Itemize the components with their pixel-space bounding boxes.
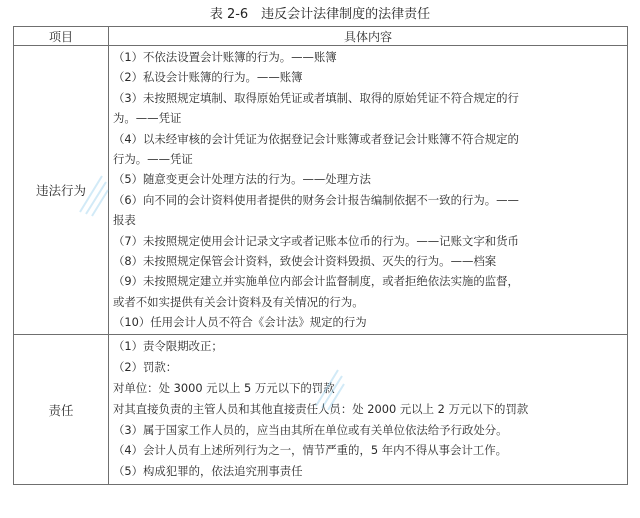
row-label-liability: 责任 [14,335,109,485]
row-content-liability [109,335,628,485]
liability-line: （4）会计人员有上述所列行为之一，情节严重的，5 年内不得从事会计工作。 [113,443,508,458]
liability-line: （1）责令限期改正； [113,339,223,354]
violation-line: 报表 [113,213,136,228]
violation-line: （1）不依法设置会计账簿的行为。——账簿 [113,50,337,64]
header-item: 项目 [14,27,109,46]
liability-line: （3）属于国家工作人员的，应当由其所在单位或有关单位依法给予行政处分。 [113,422,508,437]
violation-line: （8）未按照规定保管会计资料，致使会计资料毁损、灭失的行为。——档案 [113,253,497,268]
violation-line: （6）向不同的会计资料使用者提供的财务会计报告编制依据不一致的行为。—— [113,192,519,207]
liability-line: 对单位：处 3000 元以上 5 万元以下的罚款 [113,381,335,396]
violation-line: （7）未按照规定使用会计记录文字或者记账本位币的行为。——记账文字和货币 [113,233,519,248]
table-row-violations [14,46,628,335]
liability-line: 对其直接负责的主管人员和其他直接责任人员：处 2000 元以上 2 万元以下的罚款 [113,401,529,416]
violation-line: 为。——凭证 [113,111,182,126]
violation-line: （10）任用会计人员不符合《会计法》规定的行为 [113,315,367,330]
liability-line: （2）罚款： [113,360,178,375]
table-header-row [14,27,628,46]
legal-liability-table [13,26,628,485]
violation-line: （3）未按照规定填制、取得原始凭证或者填制、取得的原始凭证不符合规定的行 [113,90,519,105]
liability-line: （5）构成犯罪的，依法追究刑事责任 [113,464,303,479]
table-row-liability [14,335,628,485]
violation-line: 或者不如实提供有关会计资料及有关情况的行为。 [113,294,364,309]
row-label-violations: 违法行为 [14,46,109,335]
row-content-violations [109,46,628,335]
violation-line: （2）私设会计账簿的行为。——账簿 [113,70,303,85]
table-title: 表 2-6 违反会计法律制度的法律责任 [209,7,431,22]
violation-line: （9）未按照规定建立并实施单位内部会计监督制度，或者拒绝依法实施的监督， [113,274,519,289]
violation-line: （4）以未经审核的会计凭证为依据登记会计账簿或者登记会计账簿不符合规定的 [113,131,519,146]
header-content: 具体内容 [109,27,628,46]
violation-line: （5）随意变更会计处理方法的行为。——处理方法 [113,172,371,187]
violation-line: 行为。——凭证 [113,151,193,166]
